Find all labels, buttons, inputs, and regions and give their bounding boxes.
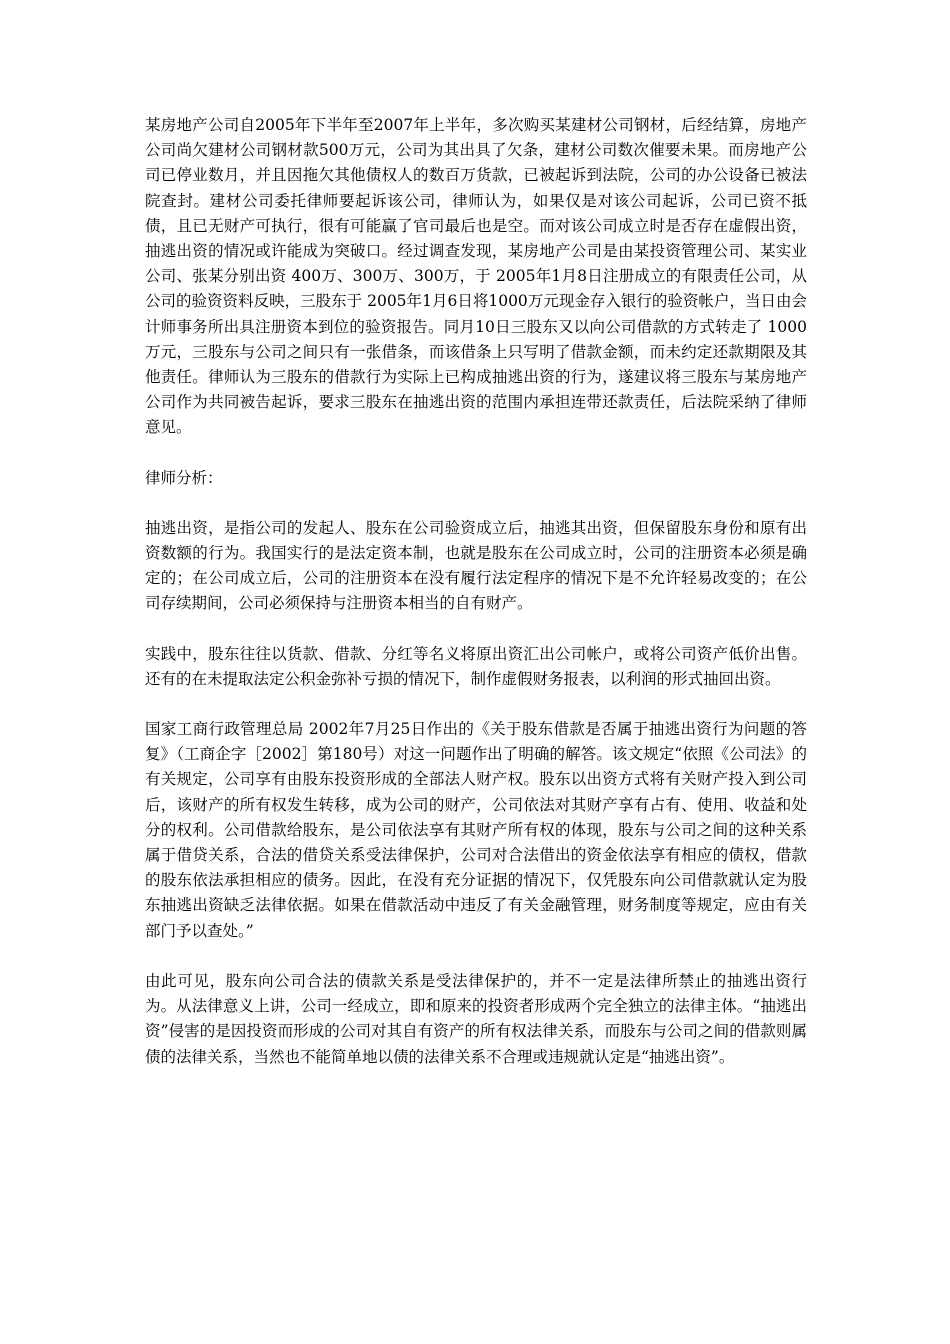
practice-paragraph: 实践中，股东往往以货款、借款、分红等名义将原出资汇出公司帐户，或将公司资产低价出售。还有的在未提取法定公积金弥补亏损的情况下，制作虚假财务报表，以利润的形式抽回出资。 (145, 644, 807, 688)
conclusion-paragraph: 由此可见，股东向公司合法的债款关系是受法律保护的，并不一定是法律所禁止的抽逃出资行为。从法律意义上讲，公司一经成立，即和原来的投资者形成两个完全独立的法律主体。“抽逃出资”侵害的是因投资而形成的公司对其自有资产的所有权法律关系，而股东与公司之间的借款则属债的法律关系，当然也不能简单地以债的法律关系不合理或违规就认定是“抽逃出资”。 (145, 971, 807, 1066)
definition-paragraph: 抽逃出资，是指公司的发起人、股东在公司验资成立后，抽逃其出资，但保留股东身份和原有出资数额的行为。我国实行的是法定资本制，也就是股东在公司成立时，公司的注册资本必须是确定的；在公司成立后，公司的注册资本在没有履行法定程序的情况下是不允许轻易改变的；在公司存续期间，公司必须保持与注册资本相当的自有财产。 (145, 518, 807, 613)
document-body (145, 113, 807, 1095)
case-paragraph: 某房地产公司自2005年下半年至2007年上半年，多次购买某建材公司钢材，后经结算，房地产公司尚欠建材公司钢材款500万元，公司为其出具了欠条，建材公司数次催要未果。而房地产公司已停业数月，并且因拖欠其他债权人的数百万货款，已被起诉到法院，公司的办公设备已被法院查封。建材公司委托律师要起诉该公司，律师认为，如果仅是对该公司起诉，公司已资不抵债，且已无财产可执行，很有可能赢了官司最后也是空。而对该公司成立时是否存在虚假出资，抽逃出资的情况或许能成为突破口。经过调查发现，某房地产公司是由某投资管理公司、某实业公司、张某分别出资 400万、300万、300万，于 2005年1月8日注册成立的有限责任公司，从公司的验资资料反映，三股东于 2005年1月6日将1000万元现金存入银行的验资帐户，当日由会计师事务所出具注册资本到位的验资报告。同月10日三股东又以向公司借款的方式转走了 1000万元，三股东与公司之间只有一张借条，而该借条上只写明了借款金额，而未约定还款期限及其他责任。律师认为三股东的借款行为实际上已构成抽逃出资的行为，遂建议将三股东与某房地产公司作为共同被告起诉，要求三股东在抽逃出资的范围内承担连带还款责任，后法院采纳了律师意见。 (145, 116, 807, 437)
analysis-heading: 律师分析： (145, 468, 223, 487)
regulation-paragraph: 国家工商行政管理总局 2002年7月25日作出的《关于股东借款是否属于抽逃出资行为问题的答复》（工商企字［2002］第180号）对这一问题作出了明确的解答。该文规定“依照《公司法》的有关规定，公司享有由股东投资形成的全部法人财产权。股东以出资方式将有关财产投入到公司后，该财产的所有权发生转移，成为公司的财产，公司依法对其财产享有占有、使用、收益和处分的权利。公司借款给股东，是公司依法享有其财产所有权的体现，股东与公司之间的这种关系属于借贷关系，合法的借贷关系受法律保护，公司对合法借出的资金依法享有相应的债权，借款的股东依法承担相应的债务。因此，在没有充分证据的情况下，仅凭股东向公司借款就认定为股东抽逃出资缺乏法律依据。如果在借款活动中违反了有关金融管理，财务制度等规定，应由有关部门予以查处。” (145, 720, 807, 940)
